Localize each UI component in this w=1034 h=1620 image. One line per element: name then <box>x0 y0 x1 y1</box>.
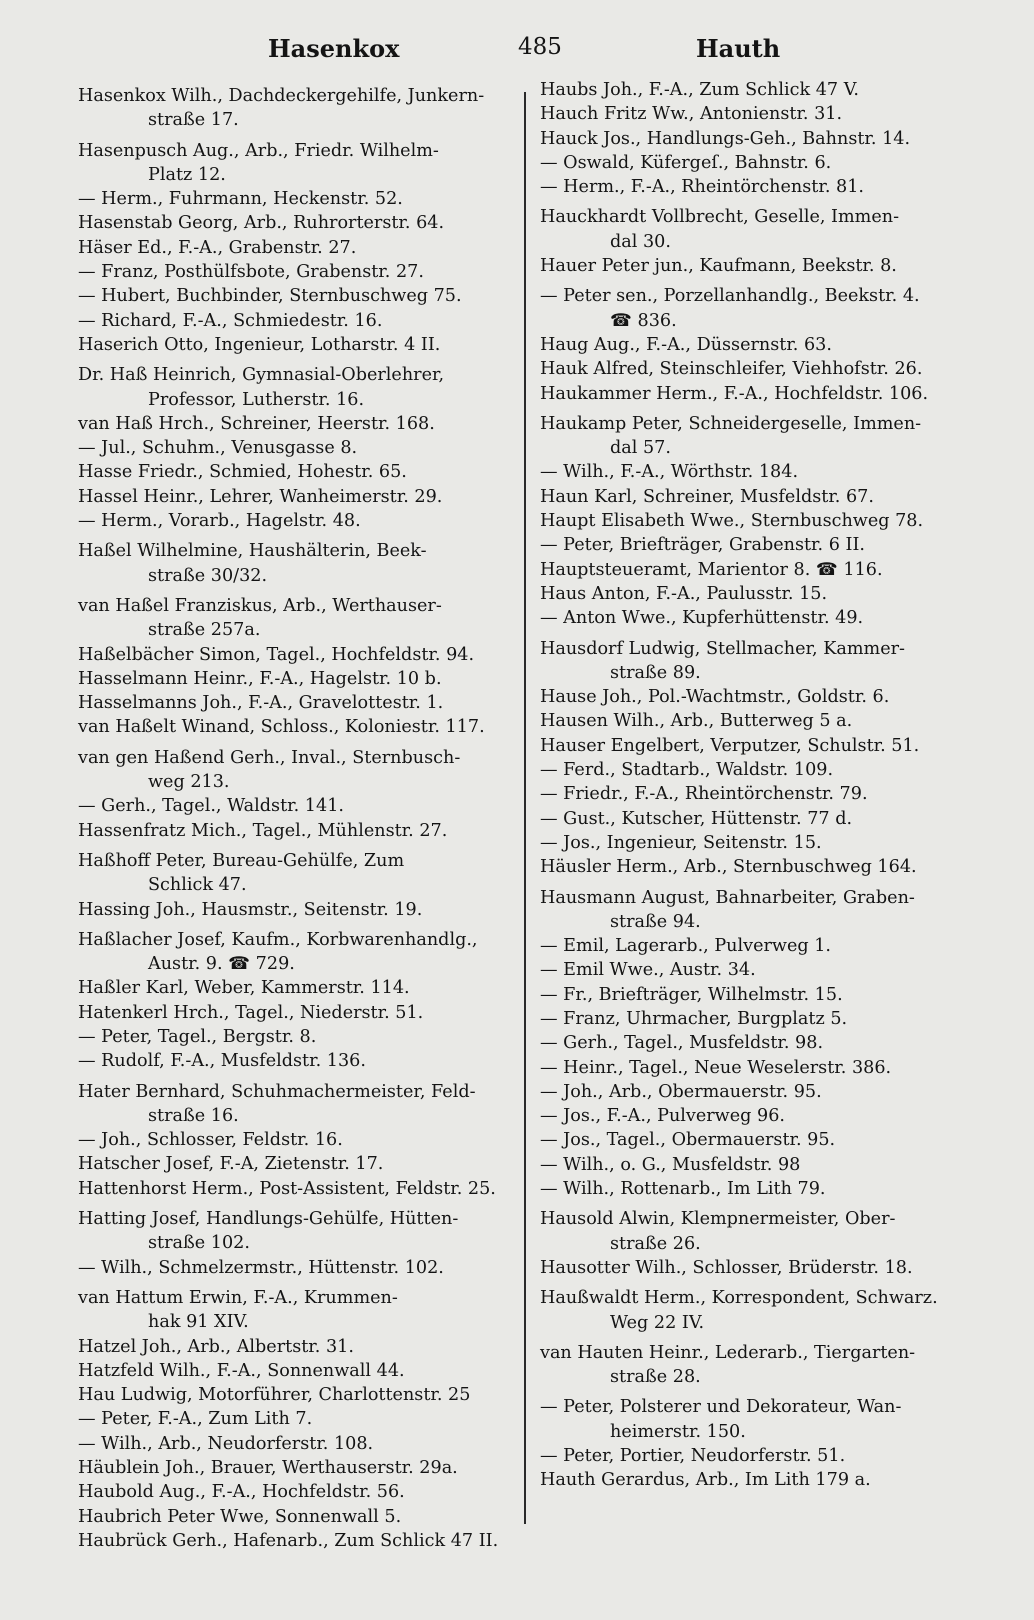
entry-line: Hausotter Wilh., Schlosser, Brüderstr. 18. <box>540 1257 913 1278</box>
entry-line: Haubold Aug., F.-A., Hochfeldstr. 56. <box>78 1482 405 1503</box>
directory-entry <box>540 934 980 958</box>
directory-entry <box>540 758 980 782</box>
directory-entry <box>78 1529 508 1553</box>
directory-entry <box>540 855 980 879</box>
entry-line: Hasselmann Heinr., F.-A., Hagelstr. 10 b. <box>78 668 442 689</box>
directory-entry <box>78 928 508 977</box>
entry-line: — Gerh., Tagel., Musfeldstr. 98. <box>540 1033 824 1054</box>
entry-line: Hatzel Joh., Arb., Albertstr. 31. <box>78 1336 354 1357</box>
entry-line: van Haßel Franziskus, Arb., Werthauser- <box>78 595 442 616</box>
directory-entry <box>78 1335 508 1359</box>
entry-line: — Peter, Portier, Neudorferstr. 51. <box>540 1446 846 1467</box>
directory-entry <box>540 886 980 935</box>
directory-entry <box>78 1152 508 1176</box>
entry-line: — Herm., Fuhrmann, Heckenstr. 52. <box>78 189 403 210</box>
entry-line: Hausmann August, Bahnarbeiter, Graben- <box>540 887 915 908</box>
directory-entry <box>78 715 508 739</box>
entry-line: — Fr., Briefträger, Wilhelmstr. 15. <box>540 984 843 1005</box>
entry-line: — Franz, Posthülfsbote, Grabenstr. 27. <box>78 262 424 283</box>
directory-entry <box>78 1432 508 1456</box>
directory-entry <box>540 254 980 278</box>
directory-entry <box>540 1007 980 1031</box>
directory-entry <box>540 509 980 533</box>
header-right-keyword: Hauth <box>696 34 781 63</box>
entry-continuation: heimerstr. 150. <box>610 1421 746 1442</box>
directory-entry <box>540 606 980 630</box>
directory-entry <box>540 485 980 509</box>
directory-entry <box>540 1286 980 1335</box>
directory-entry <box>78 976 508 1000</box>
directory-entry <box>540 958 980 982</box>
entry-line: — Wilh., Arb., Neudorferstr. 108. <box>78 1433 374 1454</box>
directory-entry <box>540 1153 980 1177</box>
directory-entry <box>78 1001 508 1025</box>
entry-line: — Gust., Kutscher, Hüttenstr. 77 d. <box>540 808 853 829</box>
entry-line: Haukammer Herm., F.-A., Hochfeldstr. 106. <box>540 383 929 404</box>
directory-entry <box>78 849 508 898</box>
entry-line: Haußwaldt Herm., Korrespondent, Schwarz. <box>540 1288 938 1309</box>
entry-line: Hausold Alwin, Klempnermeister, Ober- <box>540 1209 896 1230</box>
directory-entry <box>78 139 508 188</box>
directory-entry <box>540 175 980 199</box>
entry-continuation: Weg 22 IV. <box>610 1312 705 1333</box>
page-header <box>0 30 1034 74</box>
directory-entry <box>540 1395 980 1444</box>
directory-entry <box>78 691 508 715</box>
entry-continuation: straße 94. <box>610 911 701 932</box>
entry-line: van Hattum Erwin, F.-A., Krummen- <box>78 1287 398 1308</box>
directory-entry <box>540 1056 980 1080</box>
entry-line: Hausen Wilh., Arb., Butterweg 5 a. <box>540 711 853 732</box>
directory-entry <box>78 1359 508 1383</box>
entry-continuation: straße 102. <box>148 1233 250 1254</box>
directory-entry <box>78 236 508 260</box>
directory-entry <box>78 898 508 922</box>
entry-line: Hausdorf Ludwig, Stellmacher, Kammer- <box>540 638 905 659</box>
entry-line: — Jos., Tagel., Obermauerstr. 95. <box>540 1130 836 1151</box>
entry-line: Hasenkox Wilh., Dachdeckergehilfe, Junkern- <box>78 86 485 106</box>
directory-entry <box>78 485 508 509</box>
entry-continuation: weg 213. <box>148 772 230 793</box>
directory-entry <box>540 1177 980 1201</box>
entry-line: Hauck Jos., Handlungs-Geh., Bahnstr. 14. <box>540 128 911 149</box>
directory-entry <box>540 558 980 582</box>
entry-line: Häser Ed., F.-A., Grabenstr. 27. <box>78 237 357 258</box>
directory-entry <box>540 533 980 557</box>
directory-entry <box>78 1177 508 1201</box>
entry-line: — Gerh., Tagel., Waldstr. 141. <box>78 796 344 817</box>
entry-line: Haug Aug., F.-A., Düssernstr. 63. <box>540 334 832 355</box>
entry-line: Haubrich Peter Wwe, Sonnenwall 5. <box>78 1506 402 1527</box>
entry-continuation: straße 26. <box>610 1233 701 1254</box>
entry-continuation: straße 16. <box>148 1105 239 1126</box>
entry-line: — Peter, Polsterer und Dekorateur, Wan- <box>540 1397 902 1418</box>
entry-line: Hauser Engelbert, Verputzer, Schulstr. 51. <box>540 735 920 756</box>
entry-line: Hattenhorst Herm., Post-Assistent, Feldstr. 25. <box>78 1178 496 1199</box>
entry-continuation: Professor, Lutherstr. 16. <box>148 389 365 410</box>
entry-line: van gen Haßend Gerh., Inval., Sternbusch- <box>78 747 461 768</box>
directory-entry <box>540 582 980 606</box>
directory-entry <box>540 333 980 357</box>
entry-continuation: straße 17. <box>148 110 239 131</box>
entry-continuation: Schlick 47. <box>148 875 247 896</box>
directory-entry <box>78 819 508 843</box>
entry-line: — Emil, Lagerarb., Pulverweg 1. <box>540 936 832 957</box>
page-number: 485 <box>518 34 562 60</box>
directory-entry <box>78 412 508 436</box>
directory-entry <box>540 151 980 175</box>
entry-line: Haubrück Gerh., Hafenarb., Zum Schlick 47 II. <box>78 1530 499 1551</box>
entry-line: Haus Anton, F.-A., Paulusstr. 15. <box>540 583 828 604</box>
entry-line: — Ferd., Stadtarb., Waldstr. 109. <box>540 760 834 781</box>
entry-line: Hasse Friedr., Schmied, Hohestr. 65. <box>78 462 407 483</box>
entry-line: — Peter sen., Porzellanhandlg., Beekstr. 4. <box>540 286 920 307</box>
directory-entry <box>78 667 508 691</box>
directory-entry <box>78 594 508 643</box>
entry-line: Haßhoff Peter, Bureau-Gehülfe, Zum <box>78 850 405 871</box>
entry-line: Hauk Alfred, Steinschleifer, Viehhofstr. 26. <box>540 359 923 380</box>
entry-line: Hater Bernhard, Schuhmachermeister, Feld- <box>78 1081 476 1102</box>
directory-entry <box>540 357 980 381</box>
entry-continuation: straße 30/32. <box>148 565 268 586</box>
entry-line: Haubs Joh., F.-A., Zum Schlick 47 V. <box>540 80 859 100</box>
right-column <box>540 78 980 1493</box>
entry-line: Haßel Wilhelmine, Haushälterin, Beek- <box>78 541 427 562</box>
directory-entry <box>540 1031 980 1055</box>
entry-line: Hauch Fritz Ww., Antonienstr. 31. <box>540 104 843 125</box>
entry-line: Häusler Herm., Arb., Sternbuschweg 164. <box>540 857 917 878</box>
entry-line: Häublein Joh., Brauer, Werthauserstr. 29a. <box>78 1458 458 1479</box>
column-divider <box>524 92 526 1524</box>
entry-line: — Anton Wwe., Kupferhüttenstr. 49. <box>540 608 864 629</box>
directory-entry <box>78 539 508 588</box>
entry-line: Hauckhardt Vollbrecht, Geselle, Immen- <box>540 207 900 228</box>
entry-continuation: dal 30. <box>610 231 671 252</box>
directory-entry <box>78 509 508 533</box>
entry-line: — Heinr., Tagel., Neue Weselerstr. 386. <box>540 1057 892 1078</box>
directory-entry <box>78 333 508 357</box>
entry-line: — Richard, F.-A., Schmiedestr. 16. <box>78 310 383 331</box>
directory-entry <box>540 127 980 151</box>
entry-line: Hauth Gerardus, Arb., Im Lith 179 a. <box>540 1470 871 1491</box>
directory-entry <box>540 1104 980 1128</box>
directory-entry <box>78 260 508 284</box>
entry-line: — Jul., Schuhm., Venusgasse 8. <box>78 438 358 459</box>
entry-line: — Jos., Ingenieur, Seitenstr. 15. <box>540 832 822 853</box>
entry-line: Haukamp Peter, Schneidergeselle, Immen- <box>540 413 922 434</box>
entry-line: Dr. Haß Heinrich, Gymnasial-Oberlehrer, <box>78 365 445 386</box>
directory-entry <box>540 205 980 254</box>
entry-line: Hauptsteueramt, Marientor 8. ☎ 116. <box>540 559 883 580</box>
entry-line: — Friedr., F.-A., Rheintörchenstr. 79. <box>540 784 868 805</box>
entry-line: Hasenstab Georg, Arb., Ruhrorterstr. 64. <box>78 213 445 234</box>
entry-line: — Wilh., Schmelzermstr., Hüttenstr. 102. <box>78 1257 444 1278</box>
entry-line: — Peter, Briefträger, Grabenstr. 6 II. <box>540 535 865 556</box>
directory-entry <box>540 685 980 709</box>
entry-line: Hatenkerl Hrch., Tagel., Niederstr. 51. <box>78 1002 424 1023</box>
directory-entry <box>78 746 508 795</box>
directory-entry <box>78 1080 508 1129</box>
entry-line: Haßlacher Josef, Kaufm., Korbwarenhandlg., <box>78 929 478 950</box>
directory-entry <box>78 187 508 211</box>
directory-entry <box>78 1128 508 1152</box>
entry-line: Hauer Peter jun., Kaufmann, Beekstr. 8. <box>540 256 897 277</box>
directory-entry <box>540 807 980 831</box>
entry-line: — Joh., Arb., Obermauerstr. 95. <box>540 1081 822 1102</box>
entry-line: — Wilh., F.-A., Wörthstr. 184. <box>540 462 799 483</box>
entry-continuation: straße 28. <box>610 1367 701 1388</box>
entry-line: van Hauten Heinr., Lederarb., Tiergarten- <box>540 1342 916 1363</box>
directory-entry <box>540 983 980 1007</box>
entry-line: — Jos., F.-A., Pulverweg 96. <box>540 1106 785 1127</box>
entry-line: Hause Joh., Pol.-Wachtmstr., Goldstr. 6. <box>540 687 890 708</box>
directory-entry <box>78 1286 508 1335</box>
entry-line: van Haßelt Winand, Schloss., Koloniestr. 117. <box>78 717 485 738</box>
directory-entry <box>78 1505 508 1529</box>
directory-entry <box>540 102 980 126</box>
entry-line: Hassel Heinr., Lehrer, Wanheimerstr. 29. <box>78 486 443 507</box>
entry-line: Hassenfratz Mich., Tagel., Mühlenstr. 27. <box>78 820 448 841</box>
directory-entry <box>78 1383 508 1407</box>
directory-entry <box>78 309 508 333</box>
directory-entry <box>540 1128 980 1152</box>
entry-line: Hasselmanns Joh., F.-A., Gravelottestr. 1. <box>78 693 444 714</box>
directory-entry <box>540 412 980 461</box>
directory-entry <box>78 1207 508 1256</box>
directory-entry <box>78 1456 508 1480</box>
directory-entry <box>78 460 508 484</box>
directory-entry <box>540 78 980 102</box>
directory-entry <box>540 1468 980 1492</box>
entry-continuation: dal 57. <box>610 438 671 459</box>
left-column <box>78 78 508 1553</box>
entry-line: Hatscher Josef, F.-A, Zietenstr. 17. <box>78 1154 384 1175</box>
directory-entry <box>78 794 508 818</box>
entry-line: Haßler Karl, Weber, Kammerstr. 114. <box>78 978 410 999</box>
entry-continuation: ☎ 836. <box>610 310 677 331</box>
entry-line: Haupt Elisabeth Wwe., Sternbuschweg 78. <box>540 511 924 532</box>
entry-line: — Hubert, Buchbinder, Sternbuschweg 75. <box>78 286 462 307</box>
directory-entry <box>78 1480 508 1504</box>
directory-entry <box>78 643 508 667</box>
directory-entry <box>78 1256 508 1280</box>
directory-entry <box>78 1025 508 1049</box>
directory-entry <box>540 831 980 855</box>
entry-continuation: straße 89. <box>610 662 701 683</box>
entry-line: — Emil Wwe., Austr. 34. <box>540 960 756 981</box>
directory-entry <box>78 1049 508 1073</box>
directory-entry <box>540 460 980 484</box>
entry-line: — Wilh., o. G., Musfeldstr. 98 <box>540 1154 801 1175</box>
entry-line: van Haß Hrch., Schreiner, Heerstr. 168. <box>78 413 435 434</box>
directory-entry <box>78 1407 508 1431</box>
directory-entry <box>540 734 980 758</box>
entry-line: Hau Ludwig, Motorführer, Charlottenstr. 25 <box>78 1385 471 1406</box>
directory-entry <box>78 363 508 412</box>
directory-entry <box>540 709 980 733</box>
directory-entry <box>78 284 508 308</box>
entry-line: — Joh., Schlosser, Feldstr. 16. <box>78 1130 343 1151</box>
entry-line: Haserich Otto, Ingenieur, Lotharstr. 4 II. <box>78 334 441 355</box>
directory-entry <box>540 1207 980 1256</box>
directory-entry <box>540 1444 980 1468</box>
header-left-keyword: Hasenkox <box>268 34 400 63</box>
directory-entry <box>540 382 980 406</box>
directory-entry <box>540 1256 980 1280</box>
entry-line: — Herm., Vorarb., Hagelstr. 48. <box>78 511 361 532</box>
entry-line: Hatzfeld Wilh., F.-A., Sonnenwall 44. <box>78 1360 405 1381</box>
entry-line: — Wilh., Rottenarb., Im Lith 79. <box>540 1179 826 1200</box>
entry-continuation: hak 91 XIV. <box>148 1312 249 1333</box>
entry-line: — Herm., F.-A., Rheintörchenstr. 81. <box>540 177 864 198</box>
directory-entry <box>78 84 508 133</box>
entry-line: — Franz, Uhrmacher, Burgplatz 5. <box>540 1008 848 1029</box>
entry-line: — Rudolf, F.-A., Musfeldstr. 136. <box>78 1051 366 1072</box>
entry-line: Haun Karl, Schreiner, Musfeldstr. 67. <box>540 486 874 507</box>
directory-entry <box>540 782 980 806</box>
directory-entry <box>540 284 980 333</box>
directory-entry <box>540 1080 980 1104</box>
entry-line: — Oswald, Küfergeſ., Bahnstr. 6. <box>540 152 832 173</box>
entry-continuation: Platz 12. <box>148 164 226 185</box>
entry-continuation: Austr. 9. ☎ 729. <box>148 954 295 975</box>
directory-entry <box>540 1341 980 1390</box>
entry-line: Hatting Josef, Handlungs-Gehülfe, Hütten- <box>78 1209 459 1230</box>
entry-line: Hasenpusch Aug., Arb., Friedr. Wilhelm- <box>78 140 439 161</box>
entry-line: Hassing Joh., Hausmstr., Seitenstr. 19. <box>78 899 423 920</box>
directory-entry <box>540 637 980 686</box>
entry-continuation: straße 257a. <box>148 620 261 641</box>
entry-line: — Peter, F.-A., Zum Lith 7. <box>78 1409 313 1430</box>
directory-entry <box>78 436 508 460</box>
entry-line: — Peter, Tagel., Bergstr. 8. <box>78 1026 317 1047</box>
entry-line: Haßelbächer Simon, Tagel., Hochfeldstr. 94. <box>78 644 475 665</box>
directory-entry <box>78 211 508 235</box>
